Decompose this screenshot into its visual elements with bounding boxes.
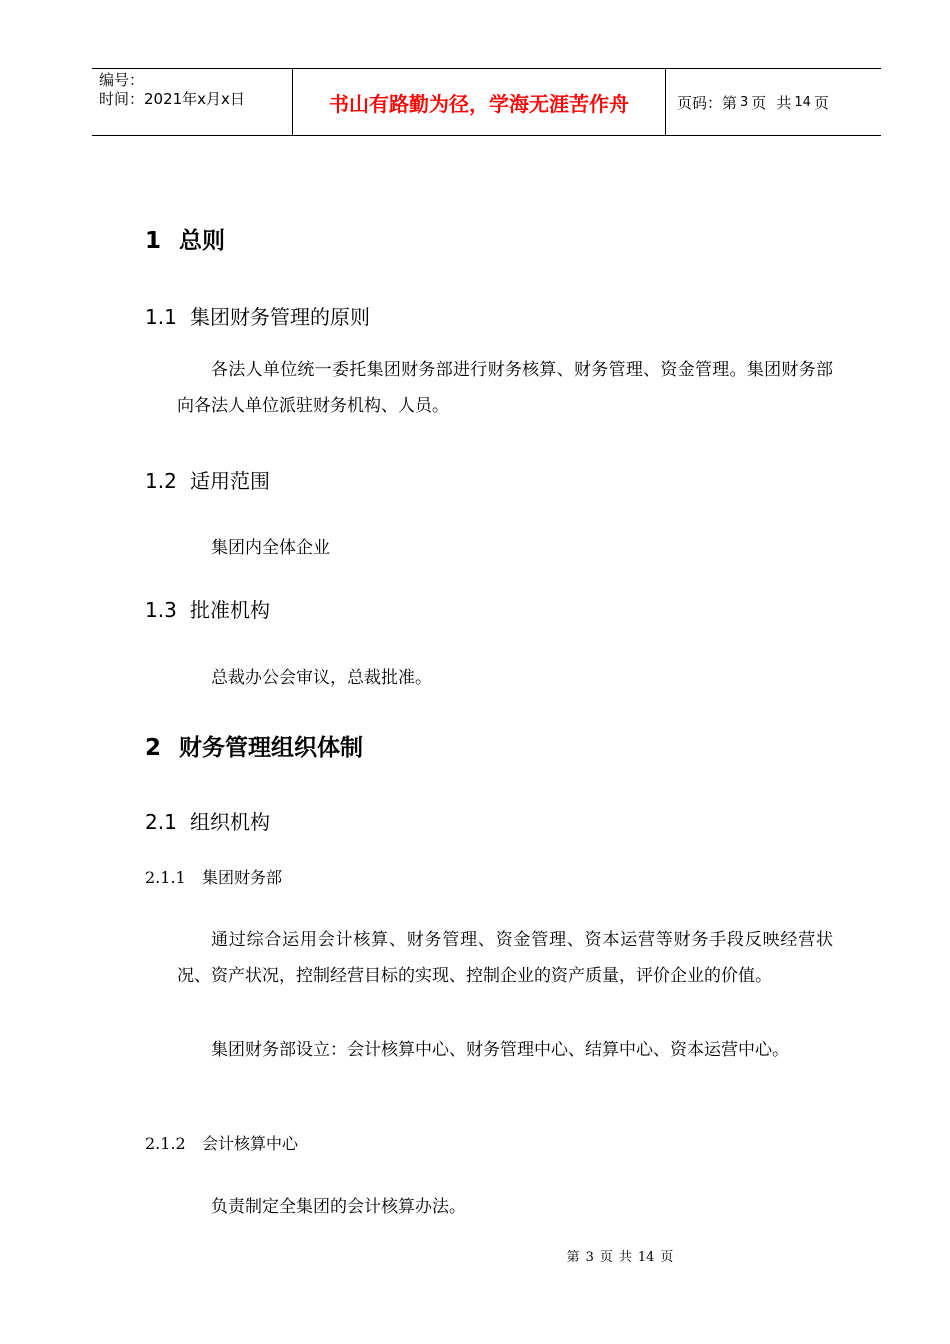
heading-title: 批准机构 (190, 598, 270, 622)
heading-title: 会计核算中心 (202, 1134, 299, 1153)
heading-number: 2 (145, 735, 162, 761)
page-total-unit: 页 (813, 93, 829, 112)
paragraph-1-1: 各法人单位统一委托集团财务部进行财务核算、财务管理、资金管理。集团财务部向各法人单位派驻财务机构、人员。 (177, 360, 833, 416)
footer-ye2: 页 (660, 1250, 674, 1265)
heading-title: 组织机构 (190, 810, 270, 834)
heading-number: 1.2 (145, 469, 177, 493)
heading-1-1 (145, 301, 370, 330)
page-total: 14 (794, 94, 811, 110)
heading-title: 集团财务部 (202, 868, 283, 887)
footer-total-pages: 14 (637, 1250, 655, 1265)
heading-number: 2.1 (145, 810, 177, 834)
page-total-label: 共 (776, 93, 792, 112)
footer-current-page: 3 (585, 1250, 594, 1265)
heading-2-1 (145, 806, 270, 835)
heading-1-2 (145, 465, 270, 494)
heading-number: 2.1.2 (145, 1134, 186, 1153)
heading-number: 1 (145, 228, 162, 254)
footer-gong: 共 (618, 1250, 632, 1265)
heading-2-1-2 (145, 1131, 298, 1154)
page-label: 页码：第 (677, 93, 738, 112)
heading-title: 总则 (179, 228, 225, 254)
paragraph-1-2: 集团内全体企业 (211, 538, 330, 558)
heading-title: 适用范围 (190, 469, 270, 493)
heading-number: 1.1 (145, 305, 177, 329)
page-current: 3 (740, 94, 749, 110)
document-code: 编号： (99, 71, 145, 89)
heading-1 (145, 222, 225, 255)
footer-di: 第 (566, 1250, 580, 1265)
heading-number: 1.3 (145, 598, 177, 622)
page-footer (0, 1246, 950, 1265)
paragraph-2-1-2: 负责制定全集团的会计核算办法。 (211, 1197, 466, 1217)
heading-title: 财务管理组织体制 (179, 735, 363, 761)
footer-ye: 页 (599, 1250, 613, 1265)
page-header (92, 68, 881, 136)
header-page-number (666, 69, 881, 135)
page-unit: 页 (751, 93, 767, 112)
paragraph-2-1-1-b: 集团财务部设立：会计核算中心、财务管理中心、结算中心、资本运营中心。 (211, 1040, 789, 1060)
paragraph-2-1-1-a: 通过综合运用会计核算、财务管理、资金管理、资本运营等财务手段反映经营状况、资产状况，控制经营目标的实现、控制企业的资产质量，评价企业的价值。 (177, 930, 833, 986)
heading-title: 集团财务管理的原则 (190, 305, 370, 329)
document-time: 时间：2021年x月x日 (99, 90, 245, 108)
header-motto: 书山有路勤为径，学海无涯苦作舟 (293, 69, 666, 135)
heading-1-3 (145, 594, 270, 623)
header-meta-cell (92, 69, 293, 135)
heading-2-1-1 (145, 865, 282, 888)
heading-2 (145, 729, 363, 762)
paragraph-1-3: 总裁办公会审议，总裁批准。 (211, 668, 432, 688)
heading-number: 2.1.1 (145, 868, 186, 887)
